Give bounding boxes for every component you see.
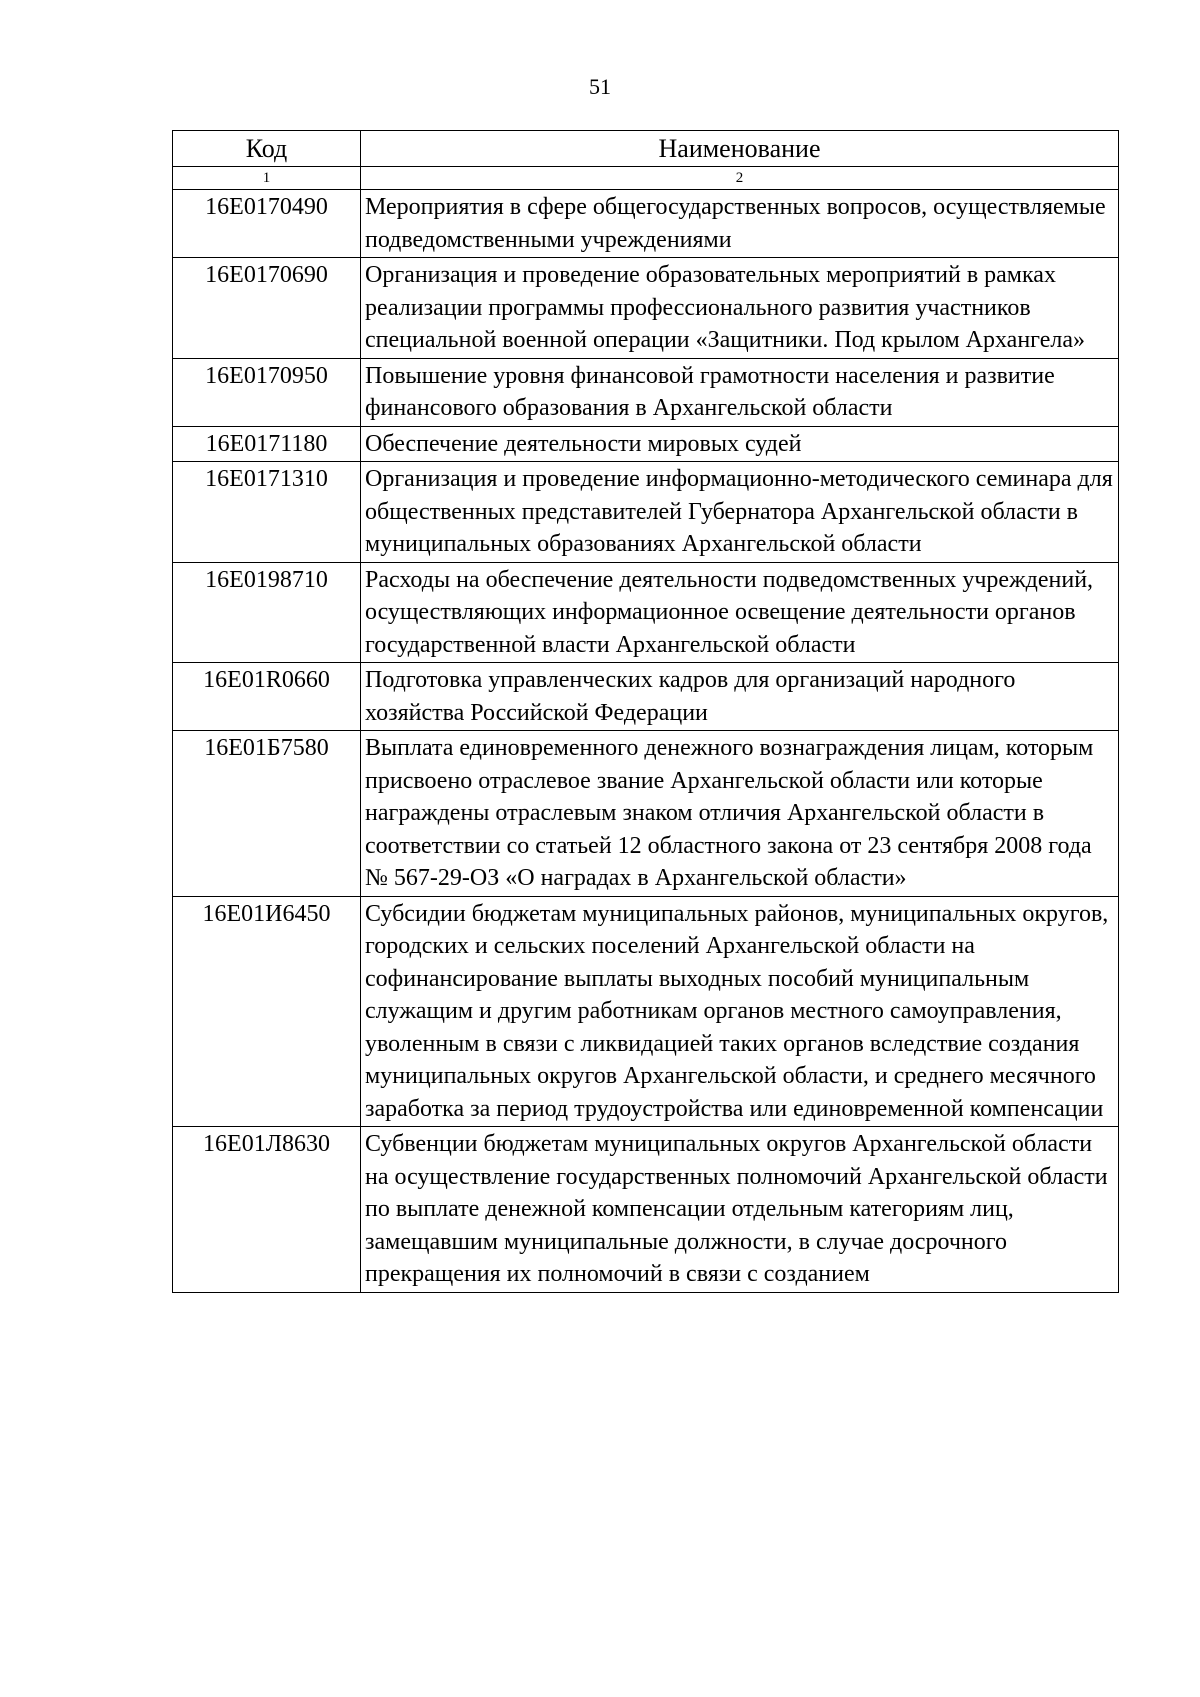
table-row (173, 190, 1119, 258)
row-name: Подготовка управленческих кадров для организаций народного хозяйства Российской Федерации (361, 663, 1119, 731)
row-code: 16Е0170690 (173, 258, 361, 359)
table-row (173, 426, 1119, 462)
row-name: Организация и проведение информационно-методического семинара для общественных представителей Губернатора Архангельской области в муниципальных образованиях Архангельской области (361, 462, 1119, 563)
column-number-row (173, 167, 1119, 190)
row-name: Организация и проведение образовательных мероприятий в рамках реализации программы профессионального развития участников специальной военной операции «Защитники. Под крылом Архангела» (361, 258, 1119, 359)
row-code: 16Е01R0660 (173, 663, 361, 731)
table-row (173, 562, 1119, 663)
page-number: 51 (589, 74, 611, 99)
row-code: 16Е0170950 (173, 358, 361, 426)
row-code: 16Е01И6450 (173, 896, 361, 1127)
column-number-name: 2 (361, 167, 1119, 190)
table-row (173, 1127, 1119, 1293)
row-code: 16Е0171310 (173, 462, 361, 563)
row-code: 16Е01Л8630 (173, 1127, 361, 1293)
table-row (173, 663, 1119, 731)
row-name: Субвенции бюджетам муниципальных округов Архангельской области на осуществление государственных полномочий Архангельской области по выплате денежной компенсации отдельным категориям лиц, замещавшим муниципальные должности, в случае досрочного прекращения их полномочий в связи с созданием (361, 1127, 1119, 1293)
table-body (173, 190, 1119, 1293)
table-row (173, 462, 1119, 563)
column-number-code: 1 (173, 167, 361, 190)
header-row (173, 131, 1119, 167)
row-name: Выплата единовременного денежного вознаграждения лицам, которым присвоено отраслевое звание Архангельской области или которые награждены отраслевым знаком отличия Архангельской области в соответствии со статьей 12 областного закона от 23 сентября 2008 года № 567-29-ОЗ «О наградах в Архангельской области» (361, 731, 1119, 897)
budget-codes-table (172, 130, 1119, 1293)
table-row (173, 258, 1119, 359)
row-name: Повышение уровня финансовой грамотности населения и развитие финансового образования в Архангельской области (361, 358, 1119, 426)
row-name: Мероприятия в сфере общегосударственных вопросов, осуществляемые подведомственными учреждениями (361, 190, 1119, 258)
row-name: Обеспечение деятельности мировых судей (361, 426, 1119, 462)
table-row (173, 358, 1119, 426)
row-code: 16Е0170490 (173, 190, 361, 258)
header-name: Наименование (361, 131, 1119, 167)
row-code: 16Е01Б7580 (173, 731, 361, 897)
header-code: Код (173, 131, 361, 167)
row-name: Субсидии бюджетам муниципальных районов, муниципальных округов, городских и сельских поселений Архангельской области на софинансирование выплаты выходных пособий муниципальным служащим и другим работникам органов местного самоуправления, уволенным в связи с ликвидацией таких органов вследствие создания муниципальных округов Архангельской области, и среднего месячного заработка за период трудоустройства или единовременной компенсации (361, 896, 1119, 1127)
row-name: Расходы на обеспечение деятельности подведомственных учреждений, осуществляющих информационное освещение деятельности органов государственной власти Архангельской области (361, 562, 1119, 663)
row-code: 16Е0198710 (173, 562, 361, 663)
table-header (173, 131, 1119, 190)
table-row (173, 896, 1119, 1127)
table-row (173, 731, 1119, 897)
row-code: 16Е0171180 (173, 426, 361, 462)
